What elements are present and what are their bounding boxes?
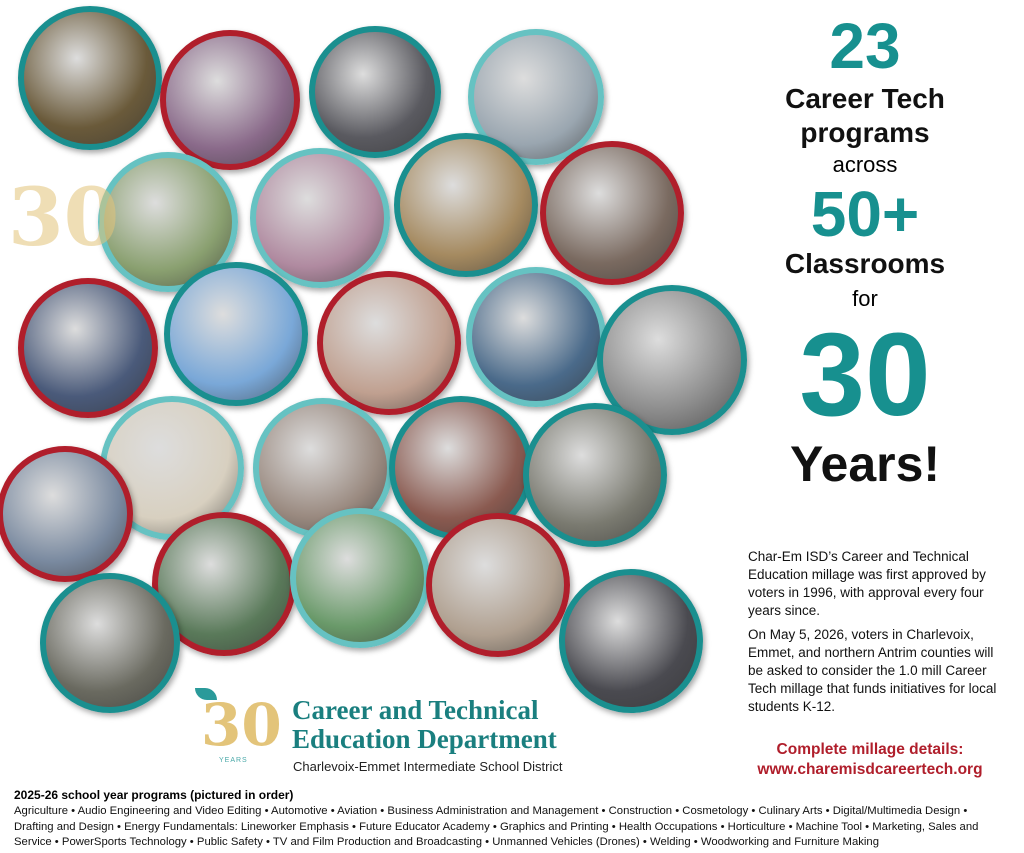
30-years-logo [195,688,290,768]
programs-title: 2025-26 school year programs (pictured in order) [14,788,294,802]
millage-vote-text: On May 5, 2026, voters in Charlevoix, Emmet, and northern Antrim counties will be asked to consider the 1.0 mill Career Tech millage that funds initiatives for local students K-12. [748,627,997,714]
program-item: Aviation [337,805,378,817]
program-photo [309,26,441,158]
programs-list: Agriculture • Audio Engineering and Video Editing • Automotive • Aviation • Business Administration and Management • Construction • Cosmetology • Culinary Arts • Digital/Multimedia Design • Drafting and Design • Energy Fundamentals: Lineworker Emphasis • Future Educator Academy • Graphics and Printing • Health Occupations • Horticulture • Machine Tool • Marketing, Sales and Service • PowerSports Technology • Public Safety • TV and Film Production and Broadcasting • Unmanned Vehicles (Drones) • Welding • Woodworking and Furniture Making [14,805,979,848]
program-photo [18,6,162,150]
program-item: Business Administration and Management [387,805,599,817]
program-item: Machine Tool [795,820,863,833]
program-item: Public Safety [196,836,263,848]
program-item: Welding [650,836,691,848]
program-item: Future Educator Academy [359,820,490,833]
program-item: Automotive [271,805,328,817]
program-photo [466,267,606,407]
program-photo [394,133,538,277]
department-name [292,696,557,754]
programs-label-2: programs [800,117,930,148]
department-line-2: Education Department [292,724,557,754]
program-photo [0,446,133,582]
program-item: Energy Fundamentals: Lineworker Emphasis [124,820,349,833]
program-item: Horticulture [727,820,786,833]
programs-count: 23 [829,10,901,82]
across-text: across [832,152,898,177]
program-item: Drafting and Design [14,820,114,833]
classrooms-count: 50+ [810,178,920,250]
programs-label-1: Career Tech [785,83,945,114]
program-item: Agriculture [14,805,68,817]
program-photo [18,278,158,418]
program-item: Marketing, Sales and Service [14,820,979,848]
millage-details-label: Complete millage details: [776,741,964,758]
program-photo [523,403,667,547]
program-item: Unmanned Vehicles (Drones) [492,836,640,848]
program-photo [559,569,703,713]
district-name: Charlevoix-Emmet Intermediate School District [293,759,563,774]
years-label: Years! [789,436,941,492]
program-photo [164,262,308,406]
program-photo [290,508,430,648]
program-item: Health Occupations [618,820,718,833]
millage-history-text: Char-Em ISD’s Career and Technical Education millage was first approved by voters in 1996, with approval every four years since. [748,549,986,618]
program-photo [317,271,461,415]
program-photo [540,141,684,285]
millage-details-link[interactable]: www.charemisdcareertech.org [757,761,983,778]
program-photo [160,30,300,170]
program-item: Cosmetology [682,805,749,817]
program-item: TV and Film Production and Broadcasting [272,836,482,848]
program-photo [40,573,180,713]
years-count: 30 [799,309,931,441]
program-item: Audio Engineering and Video Editing [77,805,262,817]
for-text: for [852,286,878,311]
program-photo [426,513,570,657]
program-item: Construction [608,805,673,817]
program-item: Graphics and Printing [499,820,609,833]
classrooms-label: Classrooms [784,248,946,279]
program-item: Woodworking and Furniture Making [700,836,879,848]
program-item: Digital/Multimedia Design [832,805,961,817]
program-item: Culinary Arts [758,805,823,817]
logo-number: 30 [201,691,282,759]
faded-30-years-logo: 30 [8,170,120,264]
department-line-1: Career and Technical [292,695,539,725]
program-photo [250,148,390,288]
logo-years: YEARS [219,757,248,764]
program-item: PowerSports Technology [61,836,187,848]
